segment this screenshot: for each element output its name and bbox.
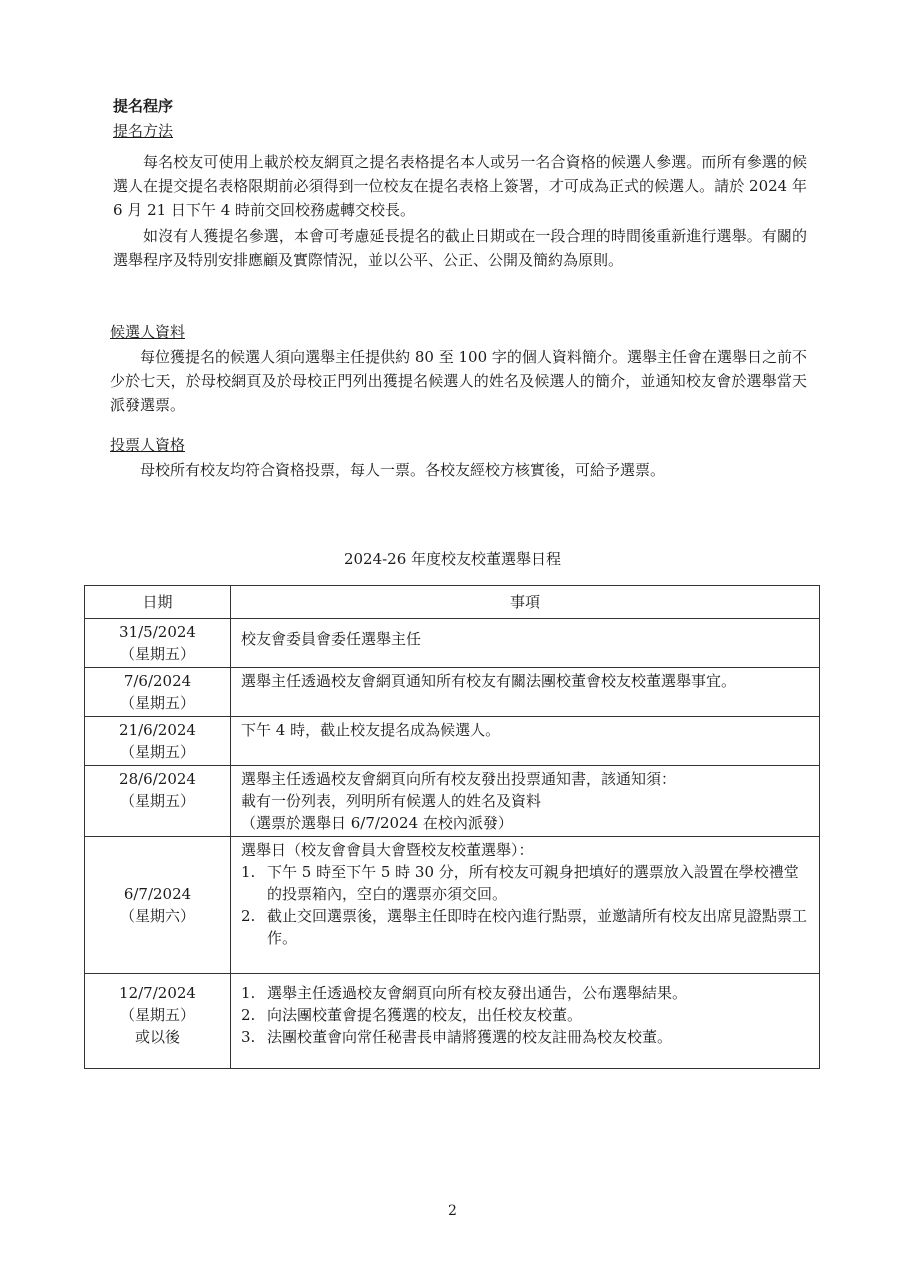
- candidate-subheading: 候選人資料: [110, 323, 186, 341]
- item-cell: [231, 837, 820, 974]
- date-cell: [85, 974, 231, 1069]
- date-column-header: 日期: [85, 586, 231, 619]
- table-row: [85, 766, 820, 837]
- weekday-value: （星期五）: [119, 743, 195, 761]
- weekday-value: （星期五）: [119, 1006, 195, 1024]
- item-text: 校友會委員會委任選舉主任: [241, 630, 422, 648]
- schedule-title: 2024-26 年度校友校董選舉日程: [343, 550, 562, 568]
- voter-subheading: 投票人資格: [110, 436, 186, 454]
- schedule-table: [84, 585, 820, 1069]
- date-value: 6/7/2024: [123, 885, 192, 903]
- weekday-value: （星期五）: [119, 645, 195, 663]
- item-cell: [231, 974, 820, 1069]
- date-cell: [85, 717, 231, 766]
- weekday-value: （星期五）: [119, 694, 195, 712]
- date-cell: [85, 766, 231, 837]
- item-text: 選舉主任透過校友會網頁向所有校友發出投票通知書，該通知須：: [241, 770, 677, 788]
- item-list: [241, 982, 811, 1048]
- page-number: 2: [448, 1203, 457, 1219]
- date-value: 28/6/2024: [119, 770, 196, 788]
- date-value: 21/6/2024: [119, 721, 196, 739]
- method-paragraph-2: 如沒有人獲提名參選，本會可考慮延長提名的截止日期或在一段合理的時間後重新進行選舉。有關的選舉程序及特別安排應顧及實際情況，並以公平、公正、公開及簡約為原則。: [113, 227, 807, 269]
- method-subheading: 提名方法: [113, 122, 174, 140]
- list-item: 2. 向法團校董會提名獲選的校友，出任校友校董。: [241, 1006, 583, 1024]
- item-column-header: 事項: [231, 586, 820, 619]
- date-value: 12/7/2024: [119, 984, 196, 1002]
- item-intro: 選舉日（校友會會員大會暨校友校董選舉）：: [241, 841, 534, 859]
- method-section: [113, 150, 807, 272]
- item-cell: [231, 619, 820, 668]
- list-item: 3. 法團校董會向常任秘書長申請將獲選的校友註冊為校友校董。: [241, 1028, 673, 1046]
- list-item: 1. 下午 5 時至下午 5 時 30 分，所有校友可親身把填好的選票放入設置在學校禮堂的投票箱內，空白的選票亦須交回。: [241, 863, 799, 903]
- list-item: 2. 截止交回選票後，選舉主任即時在校內進行點票，並邀請所有校友出席見證點票工作。: [241, 907, 808, 947]
- list-item: 1. 選舉主任透過校友會網頁向所有校友發出通告，公布選舉結果。: [241, 984, 688, 1002]
- date-cell: [85, 668, 231, 717]
- section-heading: 提名程序: [113, 97, 174, 115]
- item-text: 下午 4 時，截止校友提名成為候選人。: [241, 721, 501, 739]
- candidate-paragraph: 每位獲提名的候選人須向選舉主任提供約 80 至 100 字的個人資料簡介。選舉主任會在選舉日之前不少於七天，於母校網頁及於母校正門列出獲提名候選人的姓名及候選人的簡介，並通知校友會於選舉當天派發選票。: [110, 348, 807, 414]
- weekday-value: （星期五）: [119, 792, 195, 810]
- item-list: [241, 861, 811, 949]
- date-value: 31/5/2024: [119, 623, 196, 641]
- voter-paragraph: 母校所有校友均符合資格投票，每人一票。各校友經校方核實後，可給予選票。: [140, 461, 666, 479]
- weekday-value: （星期六）: [119, 907, 195, 925]
- candidate-section: [110, 345, 807, 417]
- item-cell: [231, 668, 820, 717]
- method-paragraph-1: 每名校友可使用上載於校友網頁之提名表格提名本人或另一名合資格的候選人參選。而所有參選的候選人在提交提名表格限期前必須得到一位校友在提名表格上簽署，才可成為正式的候選人。請於 2024 年 6 月 21 日下午 4 時前交回校務處轉交校長。: [113, 153, 807, 219]
- table-row: [85, 668, 820, 717]
- date-note: 或以後: [134, 1028, 180, 1046]
- table-row: [85, 619, 820, 668]
- item-cell: [231, 717, 820, 766]
- table-row: [85, 837, 820, 974]
- item-text: 選舉主任透過校友會網頁通知所有校友有關法團校董會校友校董選舉事宜。: [241, 672, 737, 690]
- table-row: [85, 974, 820, 1069]
- table-row: [85, 717, 820, 766]
- date-cell: [85, 837, 231, 974]
- item-text: 載有一份列表，列明所有候選人的姓名及資料: [241, 792, 542, 810]
- item-cell: [231, 766, 820, 837]
- date-value: 7/6/2024: [123, 672, 192, 690]
- table-header-row: [85, 586, 820, 619]
- item-note: （選票於選舉日 6/7/2024 在校內派發）: [241, 814, 513, 832]
- date-cell: [85, 619, 231, 668]
- voter-section: [110, 458, 807, 482]
